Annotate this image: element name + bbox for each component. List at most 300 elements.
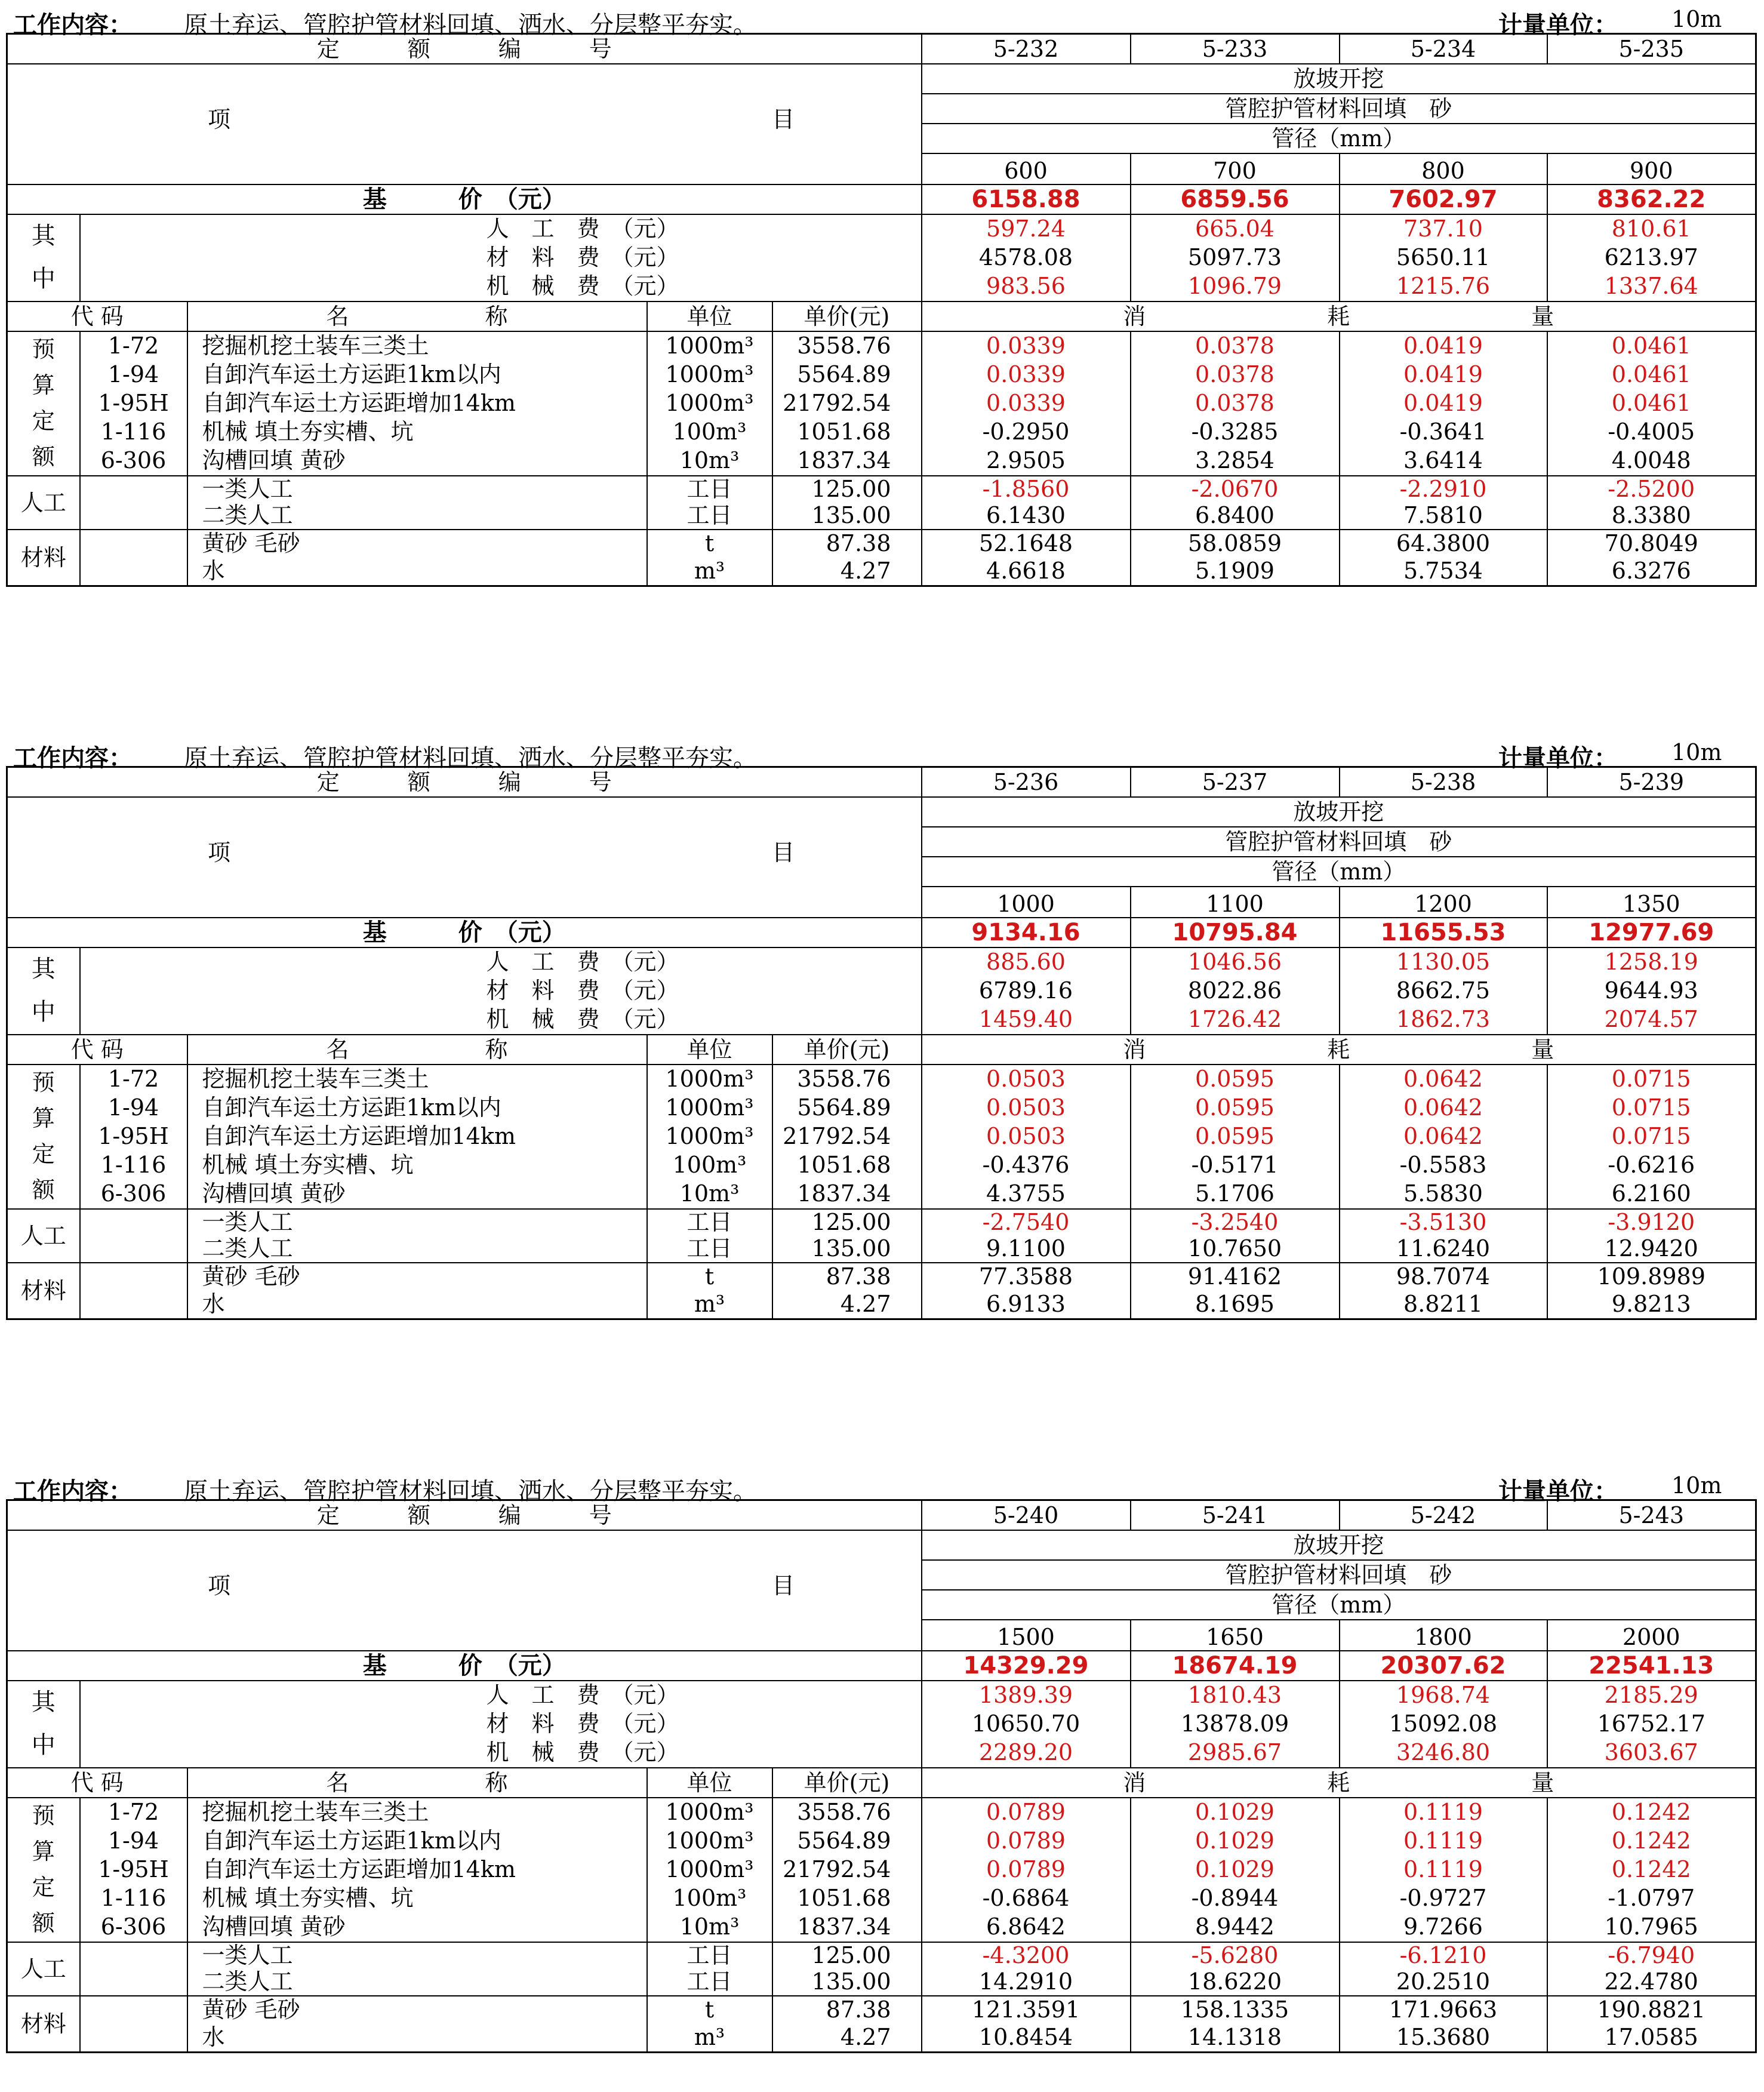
fee-value: 1046.56 (1187, 949, 1282, 975)
resource-unit: 1000m³ (665, 1828, 754, 1854)
quota-code: 5-241 (1131, 1500, 1340, 1531)
consumption-value: 52.1648 (978, 530, 1073, 556)
diameter-value: 1000 (922, 887, 1131, 918)
fee-value: 597.24 (986, 216, 1066, 242)
consumption-value: 190.8821 (1597, 1996, 1705, 2023)
budget-consumption (1131, 331, 1340, 476)
quota-code: 5-234 (1340, 34, 1547, 64)
resource-name: 二类人工 (202, 1968, 293, 1995)
fee-value: 737.10 (1403, 216, 1483, 242)
diameter-value: 1500 (922, 1620, 1131, 1651)
unit-header: 单位 (647, 1035, 772, 1065)
budget-consumption (922, 1798, 1131, 1942)
quota-code: 5-243 (1547, 1500, 1756, 1531)
diameter-value: 900 (1547, 153, 1756, 184)
budget-names (187, 1798, 647, 1942)
resource-unit: 工日 (686, 1235, 732, 1262)
consumption-value: 6.8400 (1195, 502, 1274, 528)
material-consumption (1131, 1263, 1340, 1319)
consumption-value: 0.0715 (1611, 1123, 1691, 1149)
resource-code: 1-95H (98, 1123, 169, 1149)
fee-values (1131, 947, 1340, 1035)
fee-value: 8662.75 (1396, 977, 1491, 1004)
fee-labels (80, 947, 922, 1035)
resource-price: 5564.89 (797, 361, 891, 387)
resource-name: 水 (202, 2024, 225, 2050)
resource-price: 135.00 (811, 1968, 891, 1995)
labor-code-empty (80, 476, 187, 530)
consumption-value: 0.0378 (1195, 361, 1274, 387)
quota-table (6, 766, 1757, 1320)
consumption-value: 0.0642 (1403, 1066, 1483, 1092)
resource-price: 5564.89 (797, 1828, 891, 1854)
consumption-value: -0.2950 (982, 419, 1070, 445)
resource-price: 1837.34 (797, 447, 891, 473)
resource-unit: 工日 (686, 502, 732, 528)
labor-consumption (1340, 1209, 1547, 1263)
material-consumption (1547, 1996, 1756, 2053)
consumption-value: -1.0797 (1608, 1885, 1695, 1911)
consumption-value: 4.6618 (986, 558, 1066, 584)
consumption-value: 9.8213 (1611, 1291, 1691, 1317)
work-content-text: 原土弃运、管腔护管材料回填、洒水、分层整平夯实。 (184, 11, 757, 39)
budget-prices (772, 331, 922, 476)
fee-values (1131, 214, 1340, 302)
consumption-value: 18.6220 (1187, 1968, 1282, 1995)
material-consumption (1131, 530, 1340, 586)
resource-unit: 1000m³ (665, 361, 754, 387)
resource-code: 1-95H (98, 390, 169, 416)
resource-name: 一类人工 (202, 476, 293, 502)
base-price-value: 20307.62 (1340, 1651, 1547, 1681)
resource-unit: 10m³ (679, 447, 740, 473)
consumption-value: 0.0503 (986, 1094, 1066, 1121)
base-price-label: 基 价 （元） (7, 1651, 922, 1681)
among-char: 其 (31, 955, 56, 983)
resource-unit: 1000m³ (665, 1799, 754, 1825)
consumption-value: -3.9120 (1608, 1209, 1695, 1235)
fee-label: 材 料 费 （元） (486, 1710, 679, 1737)
unit-header: 单位 (647, 302, 772, 331)
consumption-value: 70.8049 (1604, 530, 1698, 556)
consumption-value: 17.0585 (1604, 2024, 1698, 2050)
resource-name: 沟槽回填 黄砂 (202, 447, 346, 473)
name-header: 名 称 (187, 302, 647, 331)
budget-quota-char: 额 (32, 444, 55, 470)
fee-values (1547, 1681, 1756, 1768)
consumption-value: 6.1430 (986, 502, 1066, 528)
consumption-value: 5.7534 (1403, 558, 1483, 584)
resource-unit: 10m³ (679, 1913, 740, 1940)
consumption-value: 0.0789 (986, 1799, 1066, 1825)
consumption-value: -2.2910 (1399, 476, 1487, 502)
labor-prices (772, 1209, 922, 1263)
resource-price: 4.27 (840, 2024, 891, 2050)
budget-consumption (922, 1065, 1131, 1209)
budget-names (187, 1065, 647, 1209)
work-content-label: 工作内容： (13, 744, 133, 772)
base-price-value: 6859.56 (1131, 184, 1340, 214)
quota-code: 5-233 (1131, 34, 1340, 64)
budget-names (187, 331, 647, 476)
resource-name: 水 (202, 558, 225, 584)
consumption-value: 0.0715 (1611, 1094, 1691, 1121)
material-units (647, 1996, 772, 2053)
consumption-value: 0.0642 (1403, 1094, 1483, 1121)
resource-unit: 1000m³ (665, 1856, 754, 1882)
fee-label: 材 料 费 （元） (486, 244, 679, 270)
fee-label: 人 工 费 （元） (486, 949, 679, 975)
labor-consumption (922, 1209, 1131, 1263)
fee-value: 6789.16 (978, 977, 1073, 1004)
resource-unit: 100m³ (672, 1885, 747, 1911)
consumption-value: 22.4780 (1604, 1968, 1698, 1995)
consumption-value: 109.8989 (1597, 1263, 1705, 1290)
consumption-value: 0.1029 (1195, 1828, 1274, 1854)
consumption-value: 6.3276 (1611, 558, 1691, 584)
base-price-value: 12977.69 (1547, 918, 1756, 947)
labor-label: 人工 (7, 1942, 80, 1996)
fee-values (1547, 947, 1756, 1035)
material-consumption (1547, 530, 1756, 586)
fee-value: 983.56 (986, 273, 1066, 299)
among-label (7, 1681, 80, 1768)
among-char: 中 (31, 998, 56, 1026)
consumption-value: 4.0048 (1611, 447, 1691, 473)
diameter-value: 600 (922, 153, 1131, 184)
resource-name: 沟槽回填 黄砂 (202, 1180, 346, 1207)
consumption-value: 8.1695 (1195, 1291, 1274, 1317)
consumption-value: 0.1029 (1195, 1799, 1274, 1825)
diameter-value: 2000 (1547, 1620, 1756, 1651)
resource-name: 自卸汽车运土方运距增加14km (202, 1856, 516, 1882)
fee-value: 1215.76 (1396, 273, 1491, 299)
labor-consumption (922, 1942, 1131, 1996)
consumption-value: -2.0670 (1191, 476, 1279, 502)
budget-quota-label (7, 331, 80, 476)
resource-name: 挖掘机挖土装车三类土 (202, 1066, 429, 1092)
consumption-value: 9.1100 (986, 1235, 1066, 1262)
resource-price: 21792.54 (783, 390, 891, 416)
consumption-value: 0.0461 (1611, 390, 1691, 416)
material-code-empty (80, 1263, 187, 1319)
consumption-value: -3.5130 (1399, 1209, 1487, 1235)
resource-unit: m³ (694, 2024, 725, 2050)
material-units (647, 530, 772, 586)
fee-value: 6213.97 (1604, 244, 1698, 270)
resource-unit: m³ (694, 558, 725, 584)
consumption-value: 0.0461 (1611, 361, 1691, 387)
resource-price: 125.00 (811, 1942, 891, 1968)
base-price-value: 8362.22 (1547, 184, 1756, 214)
budget-units (647, 1798, 772, 1942)
diameter-label: 管径（mm） (922, 1590, 1756, 1620)
resource-price: 21792.54 (783, 1856, 891, 1882)
fee-value: 4578.08 (978, 244, 1073, 270)
consumption-value: 10.7965 (1604, 1913, 1698, 1940)
fee-value: 1459.40 (978, 1006, 1073, 1032)
consumption-value: 58.0859 (1187, 530, 1282, 556)
fee-value: 3603.67 (1604, 1739, 1698, 1765)
budget-codes (80, 1065, 187, 1209)
consumption-value: 0.0461 (1611, 333, 1691, 359)
material-consumption (922, 1263, 1131, 1319)
resource-price: 125.00 (811, 476, 891, 502)
consumption-value: -6.1210 (1399, 1942, 1487, 1968)
consumption-value: 2.9505 (986, 447, 1066, 473)
resource-code: 1-94 (107, 1094, 159, 1121)
resource-name: 机械 填土夯实槽、坑 (202, 419, 414, 445)
among-char: 中 (31, 1731, 56, 1759)
consumption-value: 5.1909 (1195, 558, 1274, 584)
resource-code: 1-94 (107, 361, 159, 387)
fee-value: 10650.70 (971, 1710, 1080, 1737)
consumption-value: 0.1242 (1611, 1856, 1691, 1882)
material-consumption (1131, 1996, 1340, 2053)
resource-name: 水 (202, 1291, 225, 1317)
fee-value: 8022.86 (1187, 977, 1282, 1004)
consumption-value: 10.7650 (1187, 1235, 1282, 1262)
category-label: 放坡开挖 (922, 1530, 1756, 1560)
resource-code: 1-94 (107, 1828, 159, 1854)
unit-price-header: 单价(元) (772, 1768, 922, 1798)
resource-name: 一类人工 (202, 1209, 293, 1235)
material-label: 材料 (7, 1263, 80, 1319)
budget-consumption (1131, 1065, 1340, 1209)
consumption-header: 消 耗 量 (922, 1768, 1756, 1798)
labor-prices (772, 1942, 922, 1996)
budget-quota-label (7, 1798, 80, 1942)
consumption-value: 0.0378 (1195, 333, 1274, 359)
budget-quota-char: 算 (32, 372, 55, 398)
budget-quota-char: 额 (32, 1177, 55, 1203)
fee-value: 885.60 (986, 949, 1066, 975)
consumption-value: 7.5810 (1403, 502, 1483, 528)
resource-price: 1051.68 (797, 1885, 891, 1911)
among-char: 其 (31, 1688, 56, 1716)
budget-quota-char: 预 (32, 1069, 55, 1096)
consumption-value: 0.0789 (986, 1828, 1066, 1854)
material-code-empty (80, 530, 187, 586)
fee-value: 1258.19 (1604, 949, 1698, 975)
consumption-value: 5.5830 (1403, 1180, 1483, 1207)
fee-value: 1130.05 (1396, 949, 1491, 975)
labor-consumption (1131, 476, 1340, 530)
fee-value: 1968.74 (1396, 1682, 1491, 1708)
consumption-value: 20.2510 (1396, 1968, 1491, 1995)
resource-code: 1-72 (107, 1799, 159, 1825)
quota-code: 5-238 (1340, 767, 1547, 798)
code-header: 代 码 (7, 1768, 187, 1798)
labor-names (187, 1942, 647, 1996)
resource-unit: 工日 (686, 1209, 732, 1235)
base-price-value: 14329.29 (922, 1651, 1131, 1681)
unit-header: 单位 (647, 1768, 772, 1798)
base-price-value: 22541.13 (1547, 1651, 1756, 1681)
budget-prices (772, 1798, 922, 1942)
budget-consumption (1340, 331, 1547, 476)
fee-value: 5650.11 (1396, 244, 1491, 270)
quota-code: 5-232 (922, 34, 1131, 64)
budget-consumption (1340, 1798, 1547, 1942)
work-content-label: 工作内容： (13, 11, 133, 39)
consumption-value: -5.6280 (1191, 1942, 1279, 1968)
material-prices (772, 530, 922, 586)
labor-consumption (1547, 1942, 1756, 1996)
fee-value: 1862.73 (1396, 1006, 1491, 1032)
base-price-label: 基 价 （元） (7, 918, 922, 947)
quota-code: 5-239 (1547, 767, 1756, 798)
resource-unit: t (704, 1263, 715, 1290)
budget-units (647, 1065, 772, 1209)
resource-price: 125.00 (811, 1209, 891, 1235)
item-header (7, 1530, 922, 1651)
budget-quota-char: 算 (32, 1838, 55, 1865)
labor-units (647, 476, 772, 530)
consumption-value: 0.1029 (1195, 1856, 1274, 1882)
quota-table (6, 1499, 1757, 2053)
quota-code: 5-235 (1547, 34, 1756, 64)
resource-name: 挖掘机挖土装车三类土 (202, 1799, 429, 1825)
budget-consumption (1131, 1798, 1340, 1942)
base-price-value: 6158.88 (922, 184, 1131, 214)
material-names (187, 1996, 647, 2053)
resource-name: 自卸汽车运土方运距增加14km (202, 390, 516, 416)
base-price-value: 18674.19 (1131, 1651, 1340, 1681)
resource-price: 1837.34 (797, 1180, 891, 1207)
budget-codes (80, 331, 187, 476)
quota-number-label: 定 额 编 号 (7, 34, 922, 64)
item-label-right: 目 (772, 106, 795, 133)
resource-unit: t (704, 530, 715, 556)
consumption-value: 0.0419 (1403, 361, 1483, 387)
material-consumption (922, 1996, 1131, 2053)
name-header: 名 称 (187, 1035, 647, 1065)
fee-values (1340, 947, 1547, 1035)
budget-prices (772, 1065, 922, 1209)
budget-consumption (1547, 1065, 1756, 1209)
fee-value: 1810.43 (1187, 1682, 1282, 1708)
consumption-value: -0.8944 (1191, 1885, 1279, 1911)
consumption-value: 121.3591 (971, 1996, 1080, 2023)
resource-unit: 工日 (686, 1942, 732, 1968)
resource-unit: 1000m³ (665, 333, 754, 359)
consumption-value: -0.6864 (982, 1885, 1070, 1911)
consumption-value: 0.0595 (1195, 1094, 1274, 1121)
labor-consumption (1340, 1942, 1547, 1996)
consumption-value: 0.0339 (986, 390, 1066, 416)
item-header (7, 64, 922, 184)
material-names (187, 1263, 647, 1319)
quota-code: 5-242 (1340, 1500, 1547, 1531)
consumption-value: 0.0503 (986, 1066, 1066, 1092)
unit-price-header: 单价(元) (772, 302, 922, 331)
material-names (187, 530, 647, 586)
consumption-value: 6.2160 (1611, 1180, 1691, 1207)
quota-code: 5-237 (1131, 767, 1340, 798)
labor-consumption (1131, 1942, 1340, 1996)
fee-value: 2185.29 (1604, 1682, 1698, 1708)
resource-name: 二类人工 (202, 502, 293, 528)
block-header (0, 733, 1764, 772)
budget-quota-char: 定 (32, 408, 55, 434)
base-price-value: 10795.84 (1131, 918, 1340, 947)
consumption-value: 0.0339 (986, 361, 1066, 387)
resource-name: 黄砂 毛砂 (202, 1263, 300, 1290)
consumption-value: 8.3380 (1611, 502, 1691, 528)
consumption-value: -0.9727 (1399, 1885, 1487, 1911)
consumption-value: 0.1119 (1403, 1799, 1483, 1825)
fee-label: 机 械 费 （元） (486, 273, 679, 299)
unit-value: 10m (1671, 6, 1722, 32)
consumption-value: 6.9133 (986, 1291, 1066, 1317)
material-prices (772, 1996, 922, 2053)
material-units (647, 1263, 772, 1319)
fee-value: 3246.80 (1396, 1739, 1491, 1765)
material-consumption (1340, 1263, 1547, 1319)
subcategory-label: 管腔护管材料回填 砂 (922, 827, 1756, 857)
item-label-left: 项 (208, 106, 231, 133)
unit-label: 计量单位： (1498, 1478, 1618, 1505)
diameter-value: 1100 (1131, 887, 1340, 918)
labor-names (187, 1209, 647, 1263)
budget-quota-char: 预 (32, 336, 55, 362)
work-content-label: 工作内容： (13, 1478, 133, 1505)
labor-consumption (1547, 476, 1756, 530)
consumption-value: 4.3755 (986, 1180, 1066, 1207)
fee-value: 9644.93 (1604, 977, 1698, 1004)
fee-values (1340, 1681, 1547, 1768)
resource-price: 21792.54 (783, 1123, 891, 1149)
quota-table (6, 33, 1757, 587)
consumption-value: -1.8560 (982, 476, 1070, 502)
subcategory-label: 管腔护管材料回填 砂 (922, 94, 1756, 124)
budget-consumption (1340, 1065, 1547, 1209)
material-consumption (1547, 1263, 1756, 1319)
resource-price: 4.27 (840, 558, 891, 584)
resource-name: 黄砂 毛砂 (202, 1996, 300, 2023)
base-price-value: 7602.97 (1340, 184, 1547, 214)
consumption-value: 0.0419 (1403, 333, 1483, 359)
consumption-value: 0.1242 (1611, 1799, 1691, 1825)
unit-label: 计量单位： (1498, 11, 1618, 39)
resource-price: 3558.76 (797, 1799, 891, 1825)
item-header (7, 797, 922, 918)
fee-value: 1726.42 (1187, 1006, 1282, 1032)
diameter-value: 1350 (1547, 887, 1756, 918)
resource-unit: t (704, 1996, 715, 2023)
fee-value: 1337.64 (1604, 273, 1698, 299)
base-price-value: 11655.53 (1340, 918, 1547, 947)
subcategory-label: 管腔护管材料回填 砂 (922, 1560, 1756, 1590)
resource-price: 5564.89 (797, 1094, 891, 1121)
consumption-value: -3.2540 (1191, 1209, 1279, 1235)
labor-code-empty (80, 1942, 187, 1996)
resource-unit: 100m³ (672, 419, 747, 445)
resource-unit: 1000m³ (665, 1066, 754, 1092)
resource-name: 自卸汽车运土方运距1km以内 (202, 1828, 501, 1854)
resource-code: 1-116 (100, 419, 167, 445)
budget-consumption (1547, 1798, 1756, 1942)
resource-unit: 1000m³ (665, 1094, 754, 1121)
work-content-text: 原土弃运、管腔护管材料回填、洒水、分层整平夯实。 (184, 744, 757, 772)
labor-units (647, 1942, 772, 1996)
category-label: 放坡开挖 (922, 797, 1756, 827)
fee-value: 2289.20 (978, 1739, 1073, 1765)
resource-code: 6-306 (100, 447, 167, 473)
fee-label: 机 械 费 （元） (486, 1006, 679, 1032)
unit-value: 10m (1671, 1472, 1722, 1499)
